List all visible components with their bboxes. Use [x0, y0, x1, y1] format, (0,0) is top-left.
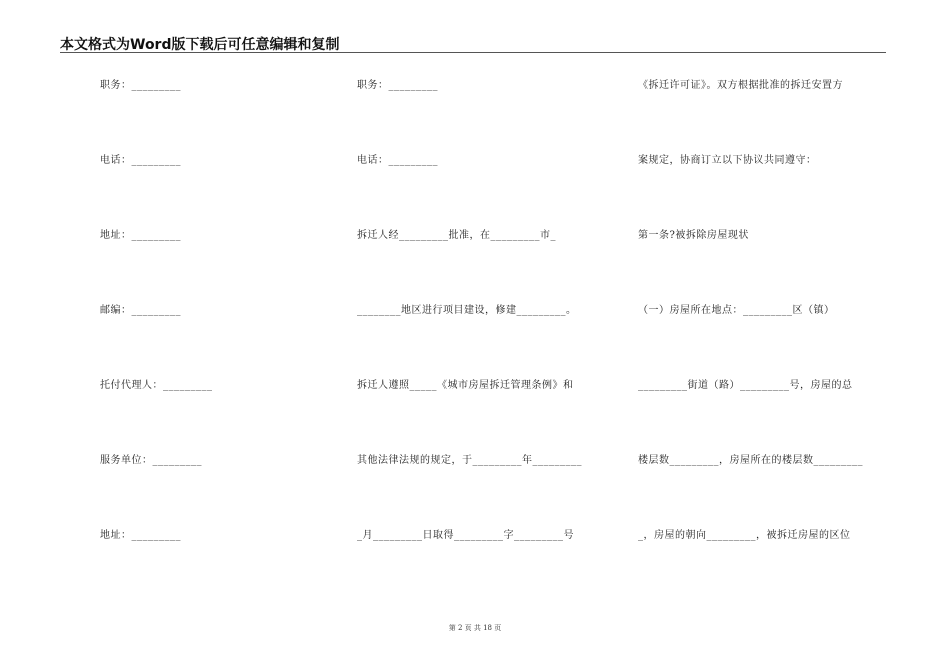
- left-line-postcode: 邮编：_________: [100, 305, 181, 316]
- left-line-position: 职务：_________: [100, 80, 181, 91]
- middle-line-phone: 电话：_________: [357, 155, 438, 166]
- middle-line-date: _月_________日取得_________字_________号: [357, 530, 574, 541]
- right-line-street: _________街道（路）_________号，房屋的总: [638, 380, 853, 391]
- document-header-title: 本文格式为Word版下载后可任意编辑和复制: [60, 37, 340, 53]
- middle-line-project: ________地区进行项目建设，修建_________。: [357, 305, 577, 316]
- page-number: 第 2 页 共 18 页: [448, 624, 502, 632]
- left-line-address: 地址：_________: [100, 230, 181, 241]
- right-line-orientation: _，房屋的朝向_________，被拆迁房屋的区位: [638, 530, 851, 541]
- header-divider: [60, 52, 886, 53]
- left-line-agent: 托付代理人：_________: [100, 380, 213, 391]
- right-line-permit: 《拆迁许可证》。双方根据批准的拆迁安置方: [638, 80, 843, 91]
- left-line-phone: 电话：_________: [100, 155, 181, 166]
- left-line-service-unit: 服务单位：_________: [100, 455, 202, 466]
- middle-line-regulation: 拆迁人遵照_____《城市房屋拆迁管理条例》和: [357, 380, 574, 391]
- right-line-location: （一）房屋所在地点：_________区（镇）: [638, 305, 835, 316]
- left-line-address-2: 地址：_________: [100, 530, 181, 541]
- right-line-article-1: 第一条?被拆除房屋现状: [638, 230, 749, 241]
- right-line-agreement: 案规定，协商订立以下协议共同遵守：: [638, 155, 817, 166]
- middle-line-law: 其他法律法规的规定，于_________年_________: [357, 455, 582, 466]
- middle-line-position: 职务：_________: [357, 80, 438, 91]
- right-line-floors: 楼层数_________，房屋所在的楼层数_________: [638, 455, 863, 466]
- middle-line-approval: 拆迁人经_________批准，在_________市_: [357, 230, 556, 241]
